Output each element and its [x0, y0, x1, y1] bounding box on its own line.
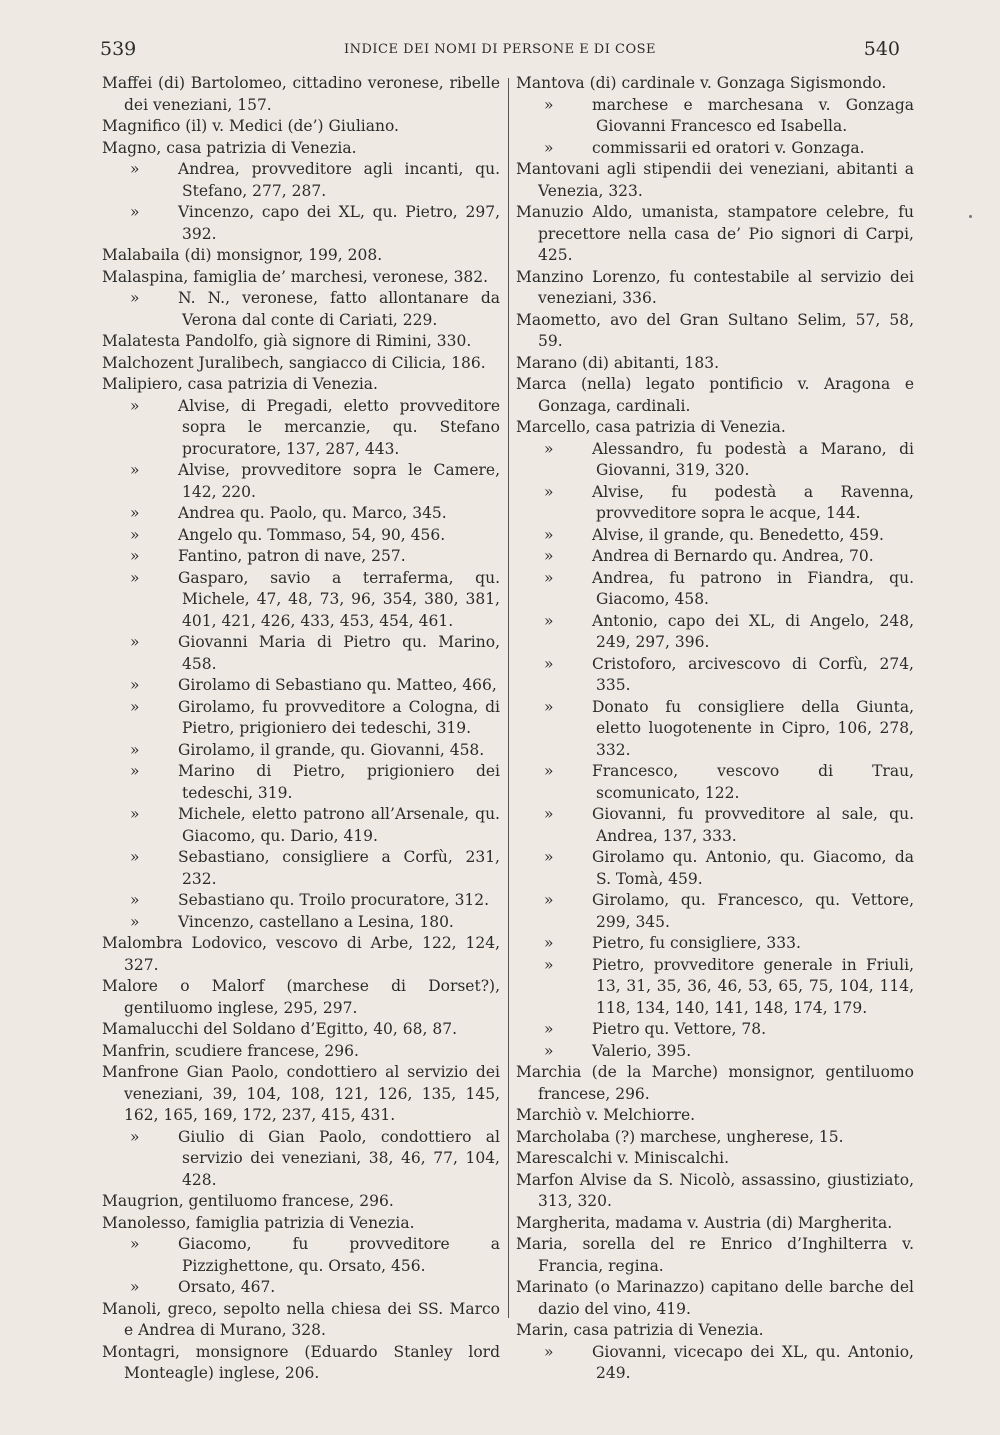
index-subentry [516, 439, 914, 482]
entry-text: Giulio di Gian Paolo, condottiero al servizio dei veneziani, 38, 46, 77, 104, 428. [178, 1127, 500, 1189]
entry-text: Maometto, avo del Gran Sultano Selim, 57, 58, 59. [516, 310, 914, 350]
page-number-right: 540 [863, 38, 900, 60]
index-subentry [516, 546, 914, 568]
index-entry [516, 1213, 914, 1235]
entry-text: Antonio, capo dei XL, di Angelo, 248, 249, 297, 396. [592, 611, 914, 651]
index-entry [102, 1191, 500, 1213]
ditto-mark: » [130, 1278, 140, 1296]
entry-text: Mamalucchi del Soldano d’Egitto, 40, 68, 87. [102, 1020, 458, 1038]
entry-text: Pietro, provveditore generale in Friuli, 13, 31, 35, 36, 46, 53, 65, 75, 104, 114, 118, 134, 140, 141, 148, 174, 179. [592, 955, 914, 1017]
paper-speck [969, 215, 972, 218]
entry-text: Andrea di Bernardo qu. Andrea, 70. [592, 547, 874, 565]
running-title: INDICE DEI NOMI DI PERSONE E DI COSE [343, 42, 657, 57]
entry-text: Marcholaba (?) marchese, ungherese, 15. [516, 1127, 844, 1146]
ditto-mark: » [130, 547, 140, 565]
index-entry [516, 1277, 914, 1320]
entry-text: Mantova (di) cardinale v. Gonzaga Sigismondo. [516, 74, 887, 92]
index-entry [102, 73, 500, 116]
index-subentry [516, 525, 914, 547]
entry-text: Manoli, greco, sepolto nella chiesa dei SS. Marco e Andrea di Murano, 328. [102, 1299, 500, 1339]
ditto-mark: » [544, 1342, 554, 1361]
ditto-mark: » [544, 525, 554, 544]
entry-text: Alvise, fu podestà a Ravenna, provveditore sopra le acque, 144. [592, 482, 914, 522]
index-entry [516, 1127, 914, 1149]
index-subentry [102, 525, 500, 547]
entry-text: Andrea qu. Paolo, qu. Marco, 345. [178, 504, 447, 522]
entry-text: N. N., veronese, fatto allontanare da Verona dal conte di Cariati, 229. [178, 289, 500, 329]
entry-text: Pietro qu. Vettore, 78. [592, 1020, 767, 1038]
entry-text: Malatesta Pandolfo, già signore di Rimini, 330. [102, 332, 472, 350]
index-entry [102, 138, 500, 160]
entry-text: Malaspina, famiglia de’ marchesi, veronese, 382. [102, 267, 489, 286]
ditto-mark: » [544, 482, 554, 501]
index-subentry [516, 955, 914, 1020]
entry-text: Angelo qu. Tommaso, 54, 90, 456. [178, 525, 446, 544]
index-subentry [102, 697, 500, 740]
index-subentry [516, 1041, 914, 1063]
entry-text: Girolamo, fu provveditore a Cologna, di Pietro, prigioniero dei tedeschi, 319. [178, 697, 500, 737]
ditto-mark: » [544, 697, 554, 716]
entry-text: Girolamo di Sebastiano qu. Matteo, 466, [178, 676, 497, 694]
ditto-mark: » [130, 697, 140, 716]
index-entry [102, 1299, 500, 1342]
ditto-mark: » [544, 439, 554, 458]
index-entry [102, 116, 500, 138]
index-subentry [102, 912, 500, 934]
index-entry [516, 353, 914, 375]
entry-text: Sebastiano, consigliere a Corfù, 231, 232. [178, 848, 500, 888]
index-entry [102, 1213, 500, 1235]
entry-text: Giovanni Maria di Pietro qu. Marino, 458. [178, 633, 500, 673]
entry-text: commissarii ed oratori v. Gonzaga. [592, 138, 865, 157]
ditto-mark: » [544, 805, 554, 823]
entry-text: Manuzio Aldo, umanista, stampatore celebre, fu precettore nella casa de’ Pio signori di Carpi, 425. [516, 203, 914, 264]
ditto-mark: » [130, 1235, 140, 1253]
index-subentry [102, 675, 500, 697]
entry-text: Sebastiano qu. Troilo procuratore, 312. [178, 891, 490, 909]
index-subentry [516, 933, 914, 955]
index-entry [102, 1019, 500, 1041]
entry-text: Vincenzo, castellano a Lesina, 180. [178, 912, 454, 931]
index-entry [516, 310, 914, 353]
ditto-mark: » [130, 525, 140, 544]
index-entry [516, 374, 914, 417]
index-entry [516, 159, 914, 202]
entry-text: Margherita, madama v. Austria (di) Margherita. [516, 1213, 893, 1232]
index-subentry [516, 890, 914, 933]
entry-text: Marchia (de la Marche) monsignor, gentiluomo francese, 296. [516, 1063, 914, 1103]
index-subentry [516, 847, 914, 890]
entry-text: Alvise, il grande, qu. Benedetto, 459. [592, 525, 884, 544]
entry-text: Maugrion, gentiluomo francese, 296. [102, 1192, 394, 1210]
entry-text: Marfon Alvise da S. Nicolò, assassino, giustiziato, 313, 320. [516, 1170, 914, 1210]
index-entry [516, 267, 914, 310]
index-entry [516, 202, 914, 267]
ditto-mark: » [544, 95, 554, 114]
entry-text: Marinato (o Marinazzo) capitano delle barche del dazio del vino, 419. [516, 1278, 914, 1318]
entry-text: Magno, casa patrizia di Venezia. [102, 138, 357, 157]
index-subentry [102, 632, 500, 675]
entry-text: Giovanni, fu provveditore al sale, qu. Andrea, 137, 333. [592, 805, 914, 845]
index-subentry [516, 654, 914, 697]
entry-text: Marchiò v. Melchiorre. [516, 1106, 696, 1124]
entry-text: Valerio, 395. [592, 1041, 692, 1060]
entry-text: Donato fu consigliere della Giunta, eletto luogotenente in Cipro, 106, 278, 332. [592, 697, 914, 759]
index-subentry [102, 202, 500, 245]
entry-text: Magnifico (il) v. Medici (de’) Giuliano. [102, 117, 399, 135]
entry-text: Vincenzo, capo dei XL, qu. Pietro, 297, 392. [178, 203, 500, 243]
ditto-mark: » [544, 654, 554, 673]
ditto-mark: » [130, 504, 140, 522]
ditto-mark: » [544, 568, 554, 587]
index-subentry [102, 568, 500, 633]
entry-text: Orsato, 467. [178, 1278, 276, 1296]
index-subentry [516, 1019, 914, 1041]
index-subentry [516, 482, 914, 525]
ditto-mark: » [544, 547, 554, 565]
index-entry [102, 245, 500, 267]
entry-text: Manolesso, famiglia patrizia di Venezia. [102, 1213, 415, 1232]
entry-text: Marano (di) abitanti, 183. [516, 353, 720, 372]
ditto-mark: » [544, 138, 554, 157]
entry-text: Giovanni, vicecapo dei XL, qu. Antonio, 249. [592, 1342, 914, 1382]
ditto-mark: » [130, 805, 140, 823]
entry-text: Maffei (di) Bartolomeo, cittadino veronese, ribelle dei veneziani, 157. [102, 74, 500, 114]
column-divider [508, 78, 509, 1318]
entry-text: Francesco, vescovo di Trau, scomunicato, 122. [592, 762, 914, 802]
entry-text: Giacomo, fu provveditore a Pizzighettone, qu. Orsato, 456. [178, 1235, 500, 1275]
entry-text: Manfrin, scudiere francese, 296. [102, 1041, 359, 1060]
entry-text: Maria, sorella del re Enrico d’Inghilterra v. Francia, regina. [516, 1235, 914, 1275]
ditto-mark: » [544, 1020, 554, 1038]
entry-text: Alvise, di Pregadi, eletto provveditore sopra le mercanzie, qu. Stefano procuratore, 137, 287, 443. [178, 396, 500, 458]
entry-text: Malabaila (di) monsignor, 199, 208. [102, 246, 383, 264]
ditto-mark: » [544, 955, 554, 974]
index-subentry [516, 611, 914, 654]
index-subentry [516, 138, 914, 160]
page-number-left: 539 [100, 38, 137, 60]
index-subentry [102, 1127, 500, 1192]
index-subentry [102, 460, 500, 503]
ditto-mark: » [130, 568, 140, 587]
entry-text: Andrea, fu patrono in Fiandra, qu. Giacomo, 458. [592, 568, 914, 608]
index-entry [102, 1342, 500, 1385]
index-subentry [102, 740, 500, 762]
entry-text: Cristoforo, arcivescovo di Corfù, 274, 335. [592, 654, 914, 694]
ditto-mark: » [544, 934, 554, 952]
entry-text: Malipiero, casa patrizia di Venezia. [102, 375, 378, 393]
entry-text: Marca (nella) legato pontificio v. Aragona e Gonzaga, cardinali. [516, 375, 914, 415]
entry-text: Pietro, fu consigliere, 333. [592, 934, 801, 952]
ditto-mark: » [130, 676, 140, 694]
index-entry [102, 1041, 500, 1063]
ditto-mark: » [130, 633, 140, 651]
index-subentry [102, 761, 500, 804]
index-subentry [102, 1234, 500, 1277]
index-subentry [102, 396, 500, 461]
entry-text: Michele, eletto patrono all’Arsenale, qu. Giacomo, qu. Dario, 419. [178, 805, 500, 845]
ditto-mark: » [130, 740, 140, 759]
ditto-mark: » [544, 611, 554, 630]
index-subentry [102, 159, 500, 202]
index-entry [102, 374, 500, 396]
entry-text: Alvise, provveditore sopra le Camere, 142, 220. [178, 461, 500, 501]
index-subentry [102, 847, 500, 890]
index-subentry [102, 1277, 500, 1299]
ditto-mark: » [130, 289, 140, 307]
index-entry [102, 933, 500, 976]
index-subentry [102, 546, 500, 568]
page-header [0, 38, 1000, 68]
index-subentry [102, 288, 500, 331]
entry-text: Marin, casa patrizia di Venezia. [516, 1321, 764, 1339]
index-subentry [102, 804, 500, 847]
ditto-mark: » [544, 848, 554, 866]
ditto-mark: » [130, 396, 140, 415]
entry-text: Malore o Malorf (marchese di Dorset?), gentiluomo inglese, 295, 297. [102, 977, 500, 1017]
entry-text: Girolamo, qu. Francesco, qu. Vettore, 299, 345. [592, 891, 914, 931]
index-entry [516, 1148, 914, 1170]
index-entry [516, 1234, 914, 1277]
entry-text: Girolamo, il grande, qu. Giovanni, 458. [178, 740, 485, 759]
index-entry [102, 353, 500, 375]
entry-text: Malombra Lodovico, vescovo di Arbe, 122, 124, 327. [102, 934, 500, 974]
entry-text: Manfrone Gian Paolo, condottiero al servizio dei veneziani, 39, 104, 108, 121, 126, 135, 145, 162, 165, 169, 172, 237, 415, 431. [102, 1063, 500, 1124]
ditto-mark: » [130, 762, 140, 780]
index-subentry [516, 95, 914, 138]
index-entry [516, 1105, 914, 1127]
index-subentry [516, 1342, 914, 1385]
index-subentry [516, 761, 914, 804]
index-column-right [516, 73, 914, 1385]
entry-text: Fantino, patron di nave, 257. [178, 547, 406, 565]
ditto-mark: » [544, 762, 554, 780]
ditto-mark: » [130, 848, 140, 866]
entry-text: Gasparo, savio a terraferma, qu. Michele, 47, 48, 73, 96, 354, 380, 381, 401, 421, 426, 433, 453, 454, 461. [178, 568, 500, 630]
entry-text: Marino di Pietro, prigioniero dei tedeschi, 319. [178, 762, 500, 802]
index-entry [516, 417, 914, 439]
entry-text: Mantovani agli stipendii dei veneziani, abitanti a Venezia, 323. [516, 160, 914, 200]
ditto-mark: » [130, 203, 140, 221]
ditto-mark: » [130, 912, 140, 931]
entry-text: Manzino Lorenzo, fu contestabile al servizio dei veneziani, 336. [516, 267, 914, 307]
index-entry [516, 1062, 914, 1105]
ditto-mark: » [130, 160, 140, 178]
entry-text: Malchozent Juralibech, sangiacco di Cilicia, 186. [102, 353, 486, 372]
index-subentry [102, 503, 500, 525]
ditto-mark: » [130, 461, 140, 479]
index-entry [102, 1062, 500, 1127]
entry-text: Andrea, provveditore agli incanti, qu. Stefano, 277, 287. [178, 160, 500, 200]
index-entry [516, 73, 914, 95]
entry-text: Girolamo qu. Antonio, qu. Giacomo, da S. Tomà, 459. [592, 848, 914, 888]
ditto-mark: » [544, 891, 554, 909]
ditto-mark: » [130, 1127, 140, 1146]
ditto-mark: » [544, 1041, 554, 1060]
entry-text: Montagri, monsignore (Eduardo Stanley lord Monteagle) inglese, 206. [102, 1342, 500, 1382]
index-entry [102, 976, 500, 1019]
index-column-left [102, 73, 500, 1385]
index-entry [102, 331, 500, 353]
entry-text: Marcello, casa patrizia di Venezia. [516, 418, 786, 436]
index-subentry [102, 890, 500, 912]
index-entry [516, 1170, 914, 1213]
entry-text: marchese e marchesana v. Gonzaga Giovanni Francesco ed Isabella. [592, 95, 914, 135]
index-subentry [516, 568, 914, 611]
entry-text: Marescalchi v. Miniscalchi. [516, 1149, 729, 1167]
index-subentry [516, 804, 914, 847]
ditto-mark: » [130, 891, 140, 909]
entry-text: Alessandro, fu podestà a Marano, di Giovanni, 319, 320. [592, 439, 914, 479]
index-entry [516, 1320, 914, 1342]
index-entry [102, 267, 500, 289]
index-subentry [516, 697, 914, 762]
